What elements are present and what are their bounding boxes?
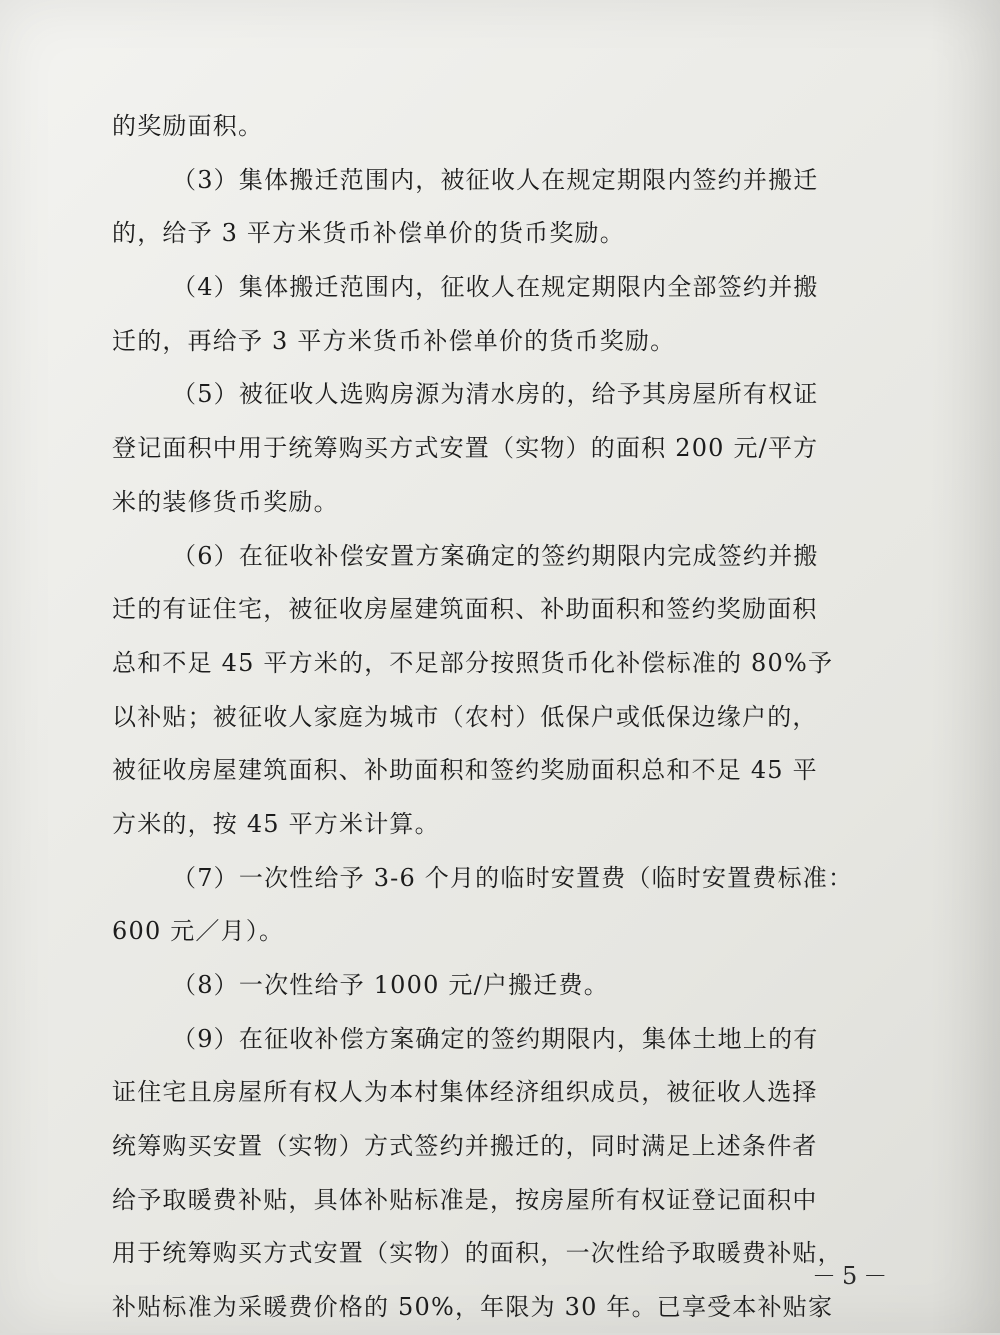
text-line: 被征收房屋建筑面积、补助面积和签约奖励面积总和不足 45 平 — [112, 756, 818, 785]
page-number: －5－ — [812, 1262, 894, 1290]
text-line: 总和不足 45 平方米的，不足部分按照货币化补偿标准的 80%予 — [112, 648, 834, 677]
text-line: 的，给予 3 平方米货币补偿单价的货币奖励。 — [112, 219, 625, 248]
text-line: （3）集体搬迁范围内，被征收人在规定期限内签约并搬迁 — [172, 165, 819, 194]
text-line: （4）集体搬迁范围内，征收人在规定期限内全部签约并搬 — [172, 273, 819, 302]
text-line: 以补贴；被征收人家庭为城市（农村）低保户或低保边缘户的， — [112, 702, 818, 731]
paper-edge-shadow — [930, 0, 1000, 1333]
text-line: 统筹购买安置（实物）方式签约并搬迁的，同时满足上述条件者 — [112, 1132, 818, 1161]
text-line: 方米的，按 45 平方米计算。 — [112, 809, 440, 838]
text-line: 的奖励面积。 — [112, 112, 264, 140]
text-line: 迁的有证住宅，被征收房屋建筑面积、补助面积和签约奖励面积 — [112, 595, 818, 624]
text-line: （8）一次性给予 1000 元/户搬迁费。 — [172, 971, 609, 999]
text-line: 米的装修货币奖励。 — [112, 487, 339, 516]
text-line: （7）一次性给予 3-6 个月的临时安置费（临时安置费标准： — [172, 863, 854, 892]
text-line: 给予取暖费补贴，具体补贴标准是，按房屋所有权证登记面积中 — [112, 1185, 818, 1214]
text-line: 登记面积中用于统筹购买方式安置（实物）的面积 200 元/平方 — [112, 434, 819, 463]
text-line: （6）在征收补偿安置方案确定的签约期限内完成签约并搬 — [172, 541, 819, 570]
document-body — [112, 100, 882, 1335]
text-line: （9）在征收补偿方案确定的签约期限内，集体土地上的有 — [172, 1024, 819, 1053]
text-line: 补贴标准为采暖费价格的 50%，年限为 30 年。已享受本补贴家 — [112, 1293, 834, 1322]
text-line: （5）被征收人选购房源为清水房的，给予其房屋所有权证 — [172, 380, 819, 409]
text-line: 用于统筹购买方式安置（实物）的面积，一次性给予取暖费补贴， — [112, 1239, 843, 1268]
text-line: 证住宅且房屋所有权人为本村集体经济组织成员，被征收人选择 — [112, 1078, 818, 1107]
text-line: 600 元／月）。 — [112, 917, 285, 946]
text-line: 迁的，再给予 3 平方米货币补偿单价的货币奖励。 — [112, 326, 676, 355]
